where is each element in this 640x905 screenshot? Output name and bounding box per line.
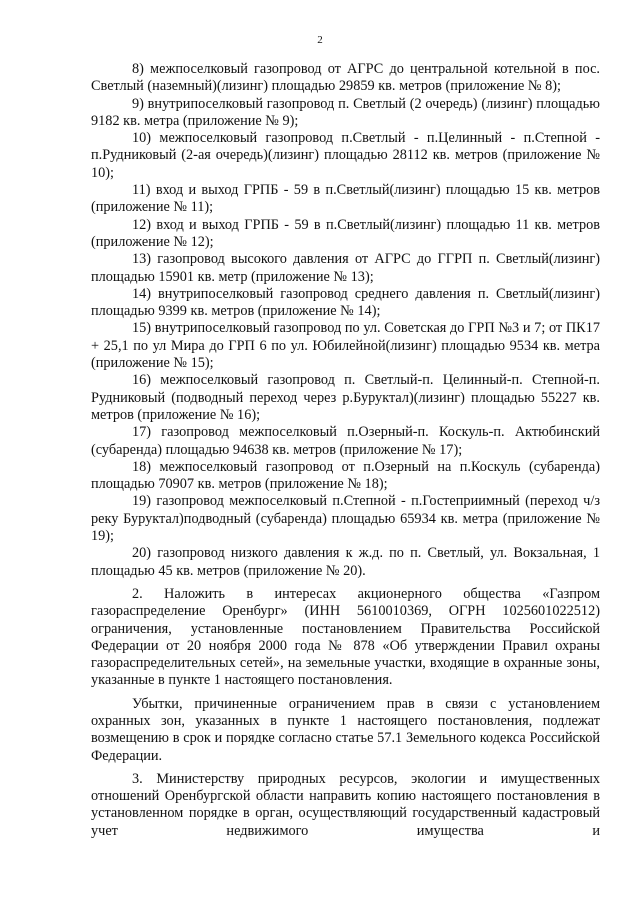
losses-paragraph: Убытки, причиненные ограничением прав в связи с установлением охранных зон, указанных в пункте 1 настоящего постановления, подлежат возмещению в срок и порядке согласно статье 57.1 Земельного кодекса Российской Федерации. bbox=[91, 695, 600, 764]
list-item-15: 15) внутрипоселковый газопровод по ул. Советская до ГРП №3 и 7; от ПК17 + 25,1 по ул Мира до ГРП 6 по ул. Юбилейной(лизинг) площадью 9534 кв. метра (приложение № 15); bbox=[91, 320, 600, 372]
clause-3-paragraph: 3. Министерству природных ресурсов, экологии и имущественных отношений Оренбургской области направить копию настоящего постановления в установленном порядке в орган, осуществляющий государственный кадастровый учет недвижимого имущества и bbox=[91, 770, 600, 839]
clause-2-paragraph: 2. Наложить в интересах акционерного общества «Газпром газораспределение Оренбург» (ИНН 5610010369, ОГРН 1025601022512) ограничения, установленные постановлением Правительства Российской Федерации от 20 ноября 2000 года № 878 «Об утверждении Правил охраны газораспределительных сетей», на земельные участки, входящие в охранные зоны, указанные в пункте 1 настоящего постановления. bbox=[91, 585, 600, 689]
list-item-17: 17) газопровод межпоселковый п.Озерный-п. Коскуль-п. Актюбинский (субаренда) площадью 94638 кв. метров (приложение № 17); bbox=[91, 424, 600, 458]
list-item-12: 12) вход и выход ГРПБ - 59 в п.Светлый(лизинг) площадью 11 кв. метров (приложение № 12); bbox=[91, 216, 600, 250]
list-item-14: 14) внутрипоселковый газопровод среднего давления п. Светлый(лизинг) площадью 9399 кв. метров (приложение № 14); bbox=[91, 285, 600, 320]
list-item-19: 19) газопровод межпоселковый п.Степной - п.Гостеприимный (переход ч/з реку Буруктал)подводный (субаренда) площадью 65934 кв. метра (приложение № 19); bbox=[91, 493, 600, 545]
list-item-8: 8) межпоселковый газопровод от АГРС до центральной котельной в пос. Светлый (наземный)(лизинг) площадью 29859 кв. метров (приложение № 8); bbox=[91, 61, 600, 95]
list-item-18: 18) межпоселковый газопровод от п.Озерный на п.Коскуль (субаренда) площадью 70907 кв. метров (приложение № 18); bbox=[91, 458, 600, 493]
list-item-16: 16) межпоселковый газопровод п. Светлый-п. Целинный-п. Степной-п. Рудниковый (подводный переход через р.Буруктал)(лизинг) площадью 55227 кв. метров (приложение № 16); bbox=[91, 372, 600, 423]
list-item-20: 20) газопровод низкого давления к ж.д. по п. Светлый, ул. Вокзальная, 1 площадью 45 кв. метров (приложение № 20). bbox=[91, 545, 600, 579]
page-number: 2 bbox=[317, 34, 323, 46]
list-item-10: 10) межпоселковый газопровод п.Светлый - п.Целинный - п.Степной - п.Рудниковый (2-ая очередь)(лизинг) площадью 28112 кв. метров (приложение № 10); bbox=[91, 130, 600, 181]
list-item-13: 13) газопровод высокого давления от АГРС до ГГРП п. Светлый(лизинг) площадью 15901 кв. метр (приложение № 13); bbox=[91, 251, 600, 285]
list-item-9: 9) внутрипоселковый газопровод п. Светлый (2 очередь) (лизинг) площадью 9182 кв. метра (приложение № 9); bbox=[91, 95, 600, 129]
list-item-11: 11) вход и выход ГРПБ - 59 в п.Светлый(лизинг) площадью 15 кв. метров (приложение № 11); bbox=[91, 182, 600, 216]
document-body bbox=[91, 61, 600, 840]
